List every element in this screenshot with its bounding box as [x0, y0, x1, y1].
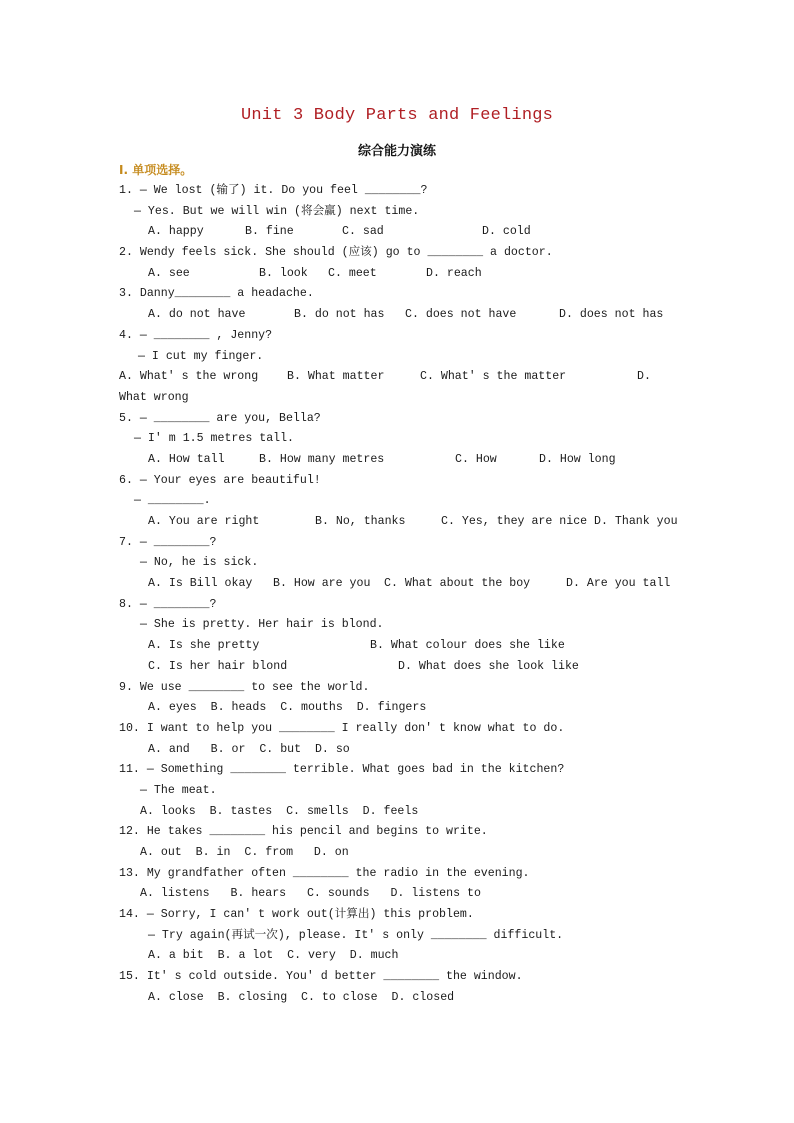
question-8-reply: — She is pretty. Her hair is blond.: [140, 618, 384, 632]
question-13-options: A. listens B. hears C. sounds D. listens to: [140, 887, 481, 901]
option-c: C. sad: [342, 225, 384, 239]
question-15-options: A. close B. closing C. to close D. closed: [148, 990, 455, 1004]
option-a: A. see: [148, 266, 190, 280]
question-8-options-row-1: [148, 636, 794, 657]
option-a: A. What' s the wrong: [119, 370, 259, 384]
question-10-options: A. and B. or C. but D. so: [148, 742, 350, 756]
option-a: A. Is she pretty: [148, 639, 260, 653]
question-7-stem: 7. — ________?: [119, 535, 217, 549]
question-5-reply: — I' m 1.5 metres tall.: [134, 432, 295, 446]
section-heading: I. 单项选择。: [119, 163, 193, 177]
question-14-options: A. a bit B. a lot C. very D. much: [148, 949, 399, 963]
option-b: B. No, thanks: [315, 515, 406, 528]
question-2-options: [148, 264, 794, 285]
question-14-stem: 14. — Sorry, I can' t work out(计算出) this problem.: [119, 908, 474, 922]
page-title: Unit 3 Body Parts and Feelings: [240, 106, 554, 125]
option-c: C. What' s the matter: [420, 370, 567, 384]
option-b: B. What matter: [287, 370, 385, 384]
option-d: D. does not has: [559, 308, 664, 322]
question-9-stem: 9. We use ________ to see the world.: [119, 680, 370, 694]
option-b: B. What colour does she like: [370, 639, 565, 653]
question-10-stem: 10. I want to help you ________ I really don' t know what to do.: [119, 721, 565, 735]
option-d: D. How long: [539, 452, 616, 466]
question-1-stem: 1. — We lost (输了) it. Do you feel ________?: [119, 184, 428, 197]
question-5-options: [148, 450, 794, 471]
option-d: D.: [637, 370, 651, 384]
question-4-reply: — I cut my finger.: [138, 349, 264, 363]
question-12-stem: 12. He takes ________ his pencil and begins to write.: [119, 825, 488, 839]
option-b: B. fine: [245, 225, 294, 239]
option-b: B. look: [259, 266, 308, 280]
question-6-stem: 6. — Your eyes are beautiful!: [119, 473, 321, 487]
question-2-stem: 2. Wendy feels sick. She should (应该) go to ________ a doctor.: [119, 246, 553, 260]
question-4-options: [119, 367, 794, 388]
question-8-options-row-2: [148, 657, 794, 678]
option-d: D. reach: [426, 266, 482, 280]
option-d: D. Are you tall: [566, 577, 671, 591]
option-a: A. do not have: [148, 308, 246, 322]
question-3-stem: 3. Danny________ a headache.: [119, 287, 314, 301]
option-a: A. happy: [148, 225, 204, 239]
question-8-stem: 8. — ________?: [119, 597, 217, 611]
page-subtitle: 综合能力演练: [357, 144, 436, 159]
option-c: C. meet: [328, 266, 377, 280]
question-15-stem: 15. It' s cold outside. You' d better ________ the window.: [119, 970, 523, 984]
option-d: D. cold: [482, 225, 531, 239]
question-5-stem: 5. — ________ are you, Bella?: [119, 411, 321, 425]
option-c: C. How: [455, 452, 497, 466]
option-b: B. How are you: [273, 577, 371, 591]
question-7-reply: — No, he is sick.: [140, 556, 259, 570]
option-c: C. Is her hair blond: [148, 659, 288, 673]
option-a: A. Is Bill okay: [148, 577, 253, 591]
question-1-reply: — Yes. But we will win (将会赢) next time.: [134, 204, 420, 218]
option-c: C. What about the boy: [384, 577, 531, 591]
option-d: D. What does she look like: [398, 659, 579, 673]
question-4-option-d-text: What wrong: [119, 390, 189, 404]
question-6-options: [148, 512, 794, 533]
question-3-options: [148, 305, 794, 326]
question-7-options: [148, 574, 794, 595]
question-11-reply: — The meat.: [140, 783, 217, 797]
question-11-stem: 11. — Something ________ terrible. What goes bad in the kitchen?: [119, 763, 565, 777]
question-13-stem: 13. My grandfather often ________ the radio in the evening.: [119, 866, 530, 880]
option-c: C. does not have: [405, 308, 517, 322]
question-14-reply: — Try again(再试一次), please. It' s only ________ difficult.: [148, 928, 564, 942]
question-4-stem: 4. — ________ , Jenny?: [119, 328, 273, 342]
option-c: C. Yes, they are nice D. Thank you: [441, 515, 678, 528]
question-12-options: A. out B. in C. from D. on: [140, 846, 349, 859]
question-11-options: A. looks B. tastes C. smells D. feels: [140, 804, 419, 818]
question-9-options: A. eyes B. heads C. mouths D. fingers: [148, 701, 427, 715]
question-1-options: [148, 222, 794, 243]
option-a: A. How tall: [148, 452, 225, 466]
option-a: A. You are right: [148, 515, 260, 528]
question-list: [0, 181, 794, 1009]
question-6-reply: — ________.: [134, 494, 211, 508]
option-b: B. do not has: [294, 308, 385, 322]
option-b: B. How many metres: [259, 452, 385, 466]
